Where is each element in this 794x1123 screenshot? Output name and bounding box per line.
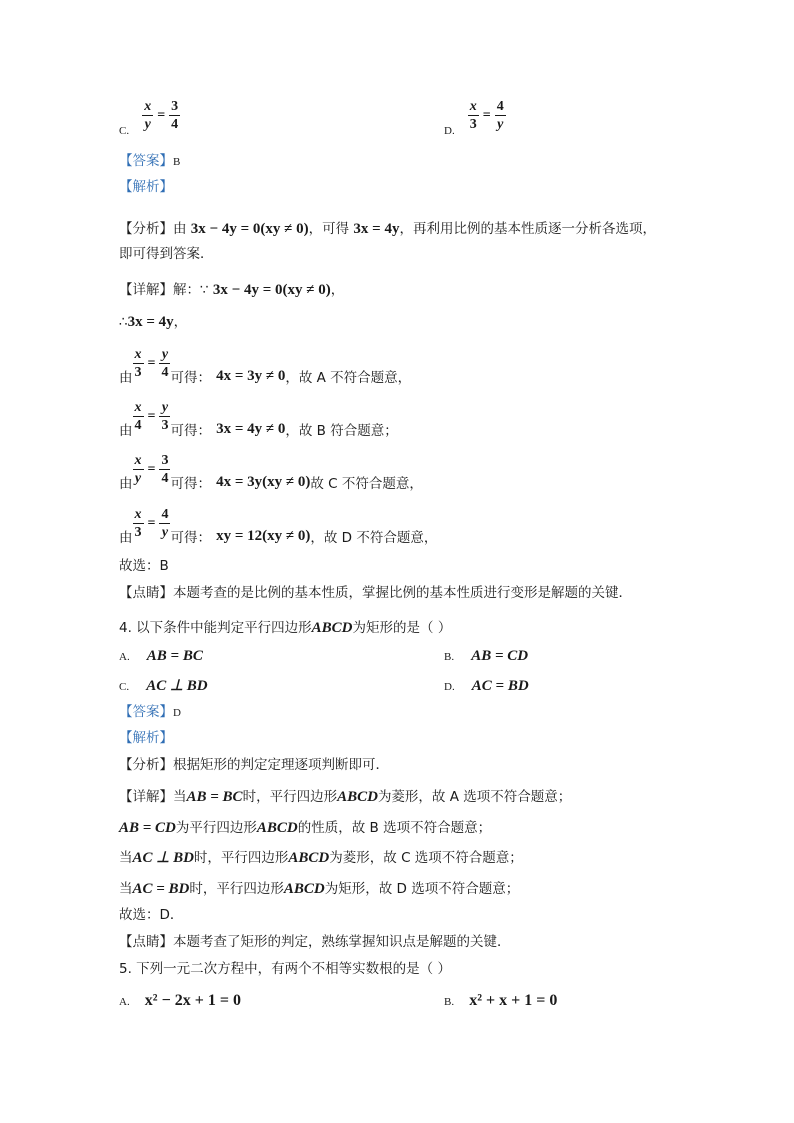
q5-option-b: B. x² + x + 1 = 0 — [444, 992, 558, 1009]
q3-analysis-heading: 【解析】 — [119, 179, 173, 195]
q4-fenxi: 【分析】根据矩形的判定定理逐项判断即可． — [119, 757, 389, 773]
q3-dianjing: 【点睛】本题考查的是比例的基本性质，掌握比例的基本性质进行变形是解题的关键． — [119, 585, 632, 601]
q4-option-d: D. AC = BD — [444, 678, 529, 694]
q4-choose: 故选：D． — [119, 907, 184, 923]
q4-xiangjie-2: AB = CD为平行四边形ABCD的性质，故 B 选项不符合题意； — [119, 820, 492, 836]
q4-stem: 4. 以下条件中能判定平行四边形ABCD为矩形的是（ ） — [119, 620, 452, 636]
q3-option-c: $_{C.}$ $\frac{x}{y}$ = $\frac{3}{4}$ — [119, 99, 179, 137]
q3-xiangjie: 【详解】解：∵ 3x − 4y = 0(xy ≠ 0)， — [119, 282, 345, 298]
q3-step-b: $_由$ $\frac{x}{4}$ = $\frac{y}{3}$ $_{可得:}$ $3x = 4y \ne 0_{,故 B 符合题意;}$ — [119, 400, 398, 439]
q4-xiangjie-4: 当AC = BD时，平行四边形ABCD为矩形，故 D 选项不符合题意； — [119, 881, 520, 897]
q5-option-a: A. x² − 2x + 1 = 0 — [119, 992, 241, 1009]
fraction: $\frac{3}{4}$ — [171, 99, 179, 132]
q3-fenxi-cont: 即可得到答案． — [119, 246, 214, 262]
q3-step-a: $_由$ $\frac{x}{3}$ = $\frac{y}{4}$ $_{可得:}$ $4x = 3y \ne 0_{,故 A 不符合题意,}$ — [119, 347, 412, 386]
fraction: $\frac{x}{3}$ — [469, 99, 477, 132]
fraction: $\frac{4}{y}$ — [496, 99, 504, 132]
q3-step-c: $_由$ $\frac{x}{y}$ = $\frac{3}{4}$ $_{可得:}$ $4x = 3y(xy \ne 0)_{故 C 不符合题意,}$ — [119, 453, 423, 492]
q4-option-c: C. AC ⊥ BD — [119, 678, 208, 694]
q3-step-d: $_由$ $\frac{x}{3}$ = $\frac{4}{y}$ $_{可得:}$ xy = $12(xy \ne 0)_{,故 D 不符合题意,}$ — [119, 507, 438, 546]
q4-option-a: A. AB = BC — [119, 648, 203, 664]
q3-choose: 故选：B — [119, 558, 169, 574]
q3-option-d: $_{D.}$ $\frac{x}{3}$ = $\frac{4}{y}$ — [444, 99, 504, 137]
q4-option-b: B. AB = CD — [444, 648, 529, 664]
q4-answer: 【答案】D — [119, 704, 181, 720]
q5-stem: 5. 下列一元二次方程中，有两个不相等实数根的是（ ） — [119, 961, 451, 977]
q4-xiangjie-3: 当AC ⊥ BD时，平行四边形ABCD为菱形，故 C 选项不符合题意； — [119, 850, 523, 866]
q4-xiangjie-1: 【详解】当AB = BC时，平行四边形ABCD为菱形，故 A 选项不符合题意； — [119, 789, 572, 805]
q3-therefore: ∴3x = 4y， — [119, 314, 188, 330]
q4-dianjing: 【点睛】本题考查了矩形的判定，熟练掌握知识点是解题的关键． — [119, 934, 511, 950]
q3-fenxi: 【分析】由 3x − 4y = 0(xy ≠ 0)，可得 3x = 4y，再利用比例的基本性质逐一分析各选项， — [119, 221, 656, 237]
q3-answer: 【答案】B — [119, 153, 181, 169]
fraction: $\frac{x}{y}$ — [144, 99, 152, 132]
q4-analysis-heading: 【解析】 — [119, 730, 173, 746]
